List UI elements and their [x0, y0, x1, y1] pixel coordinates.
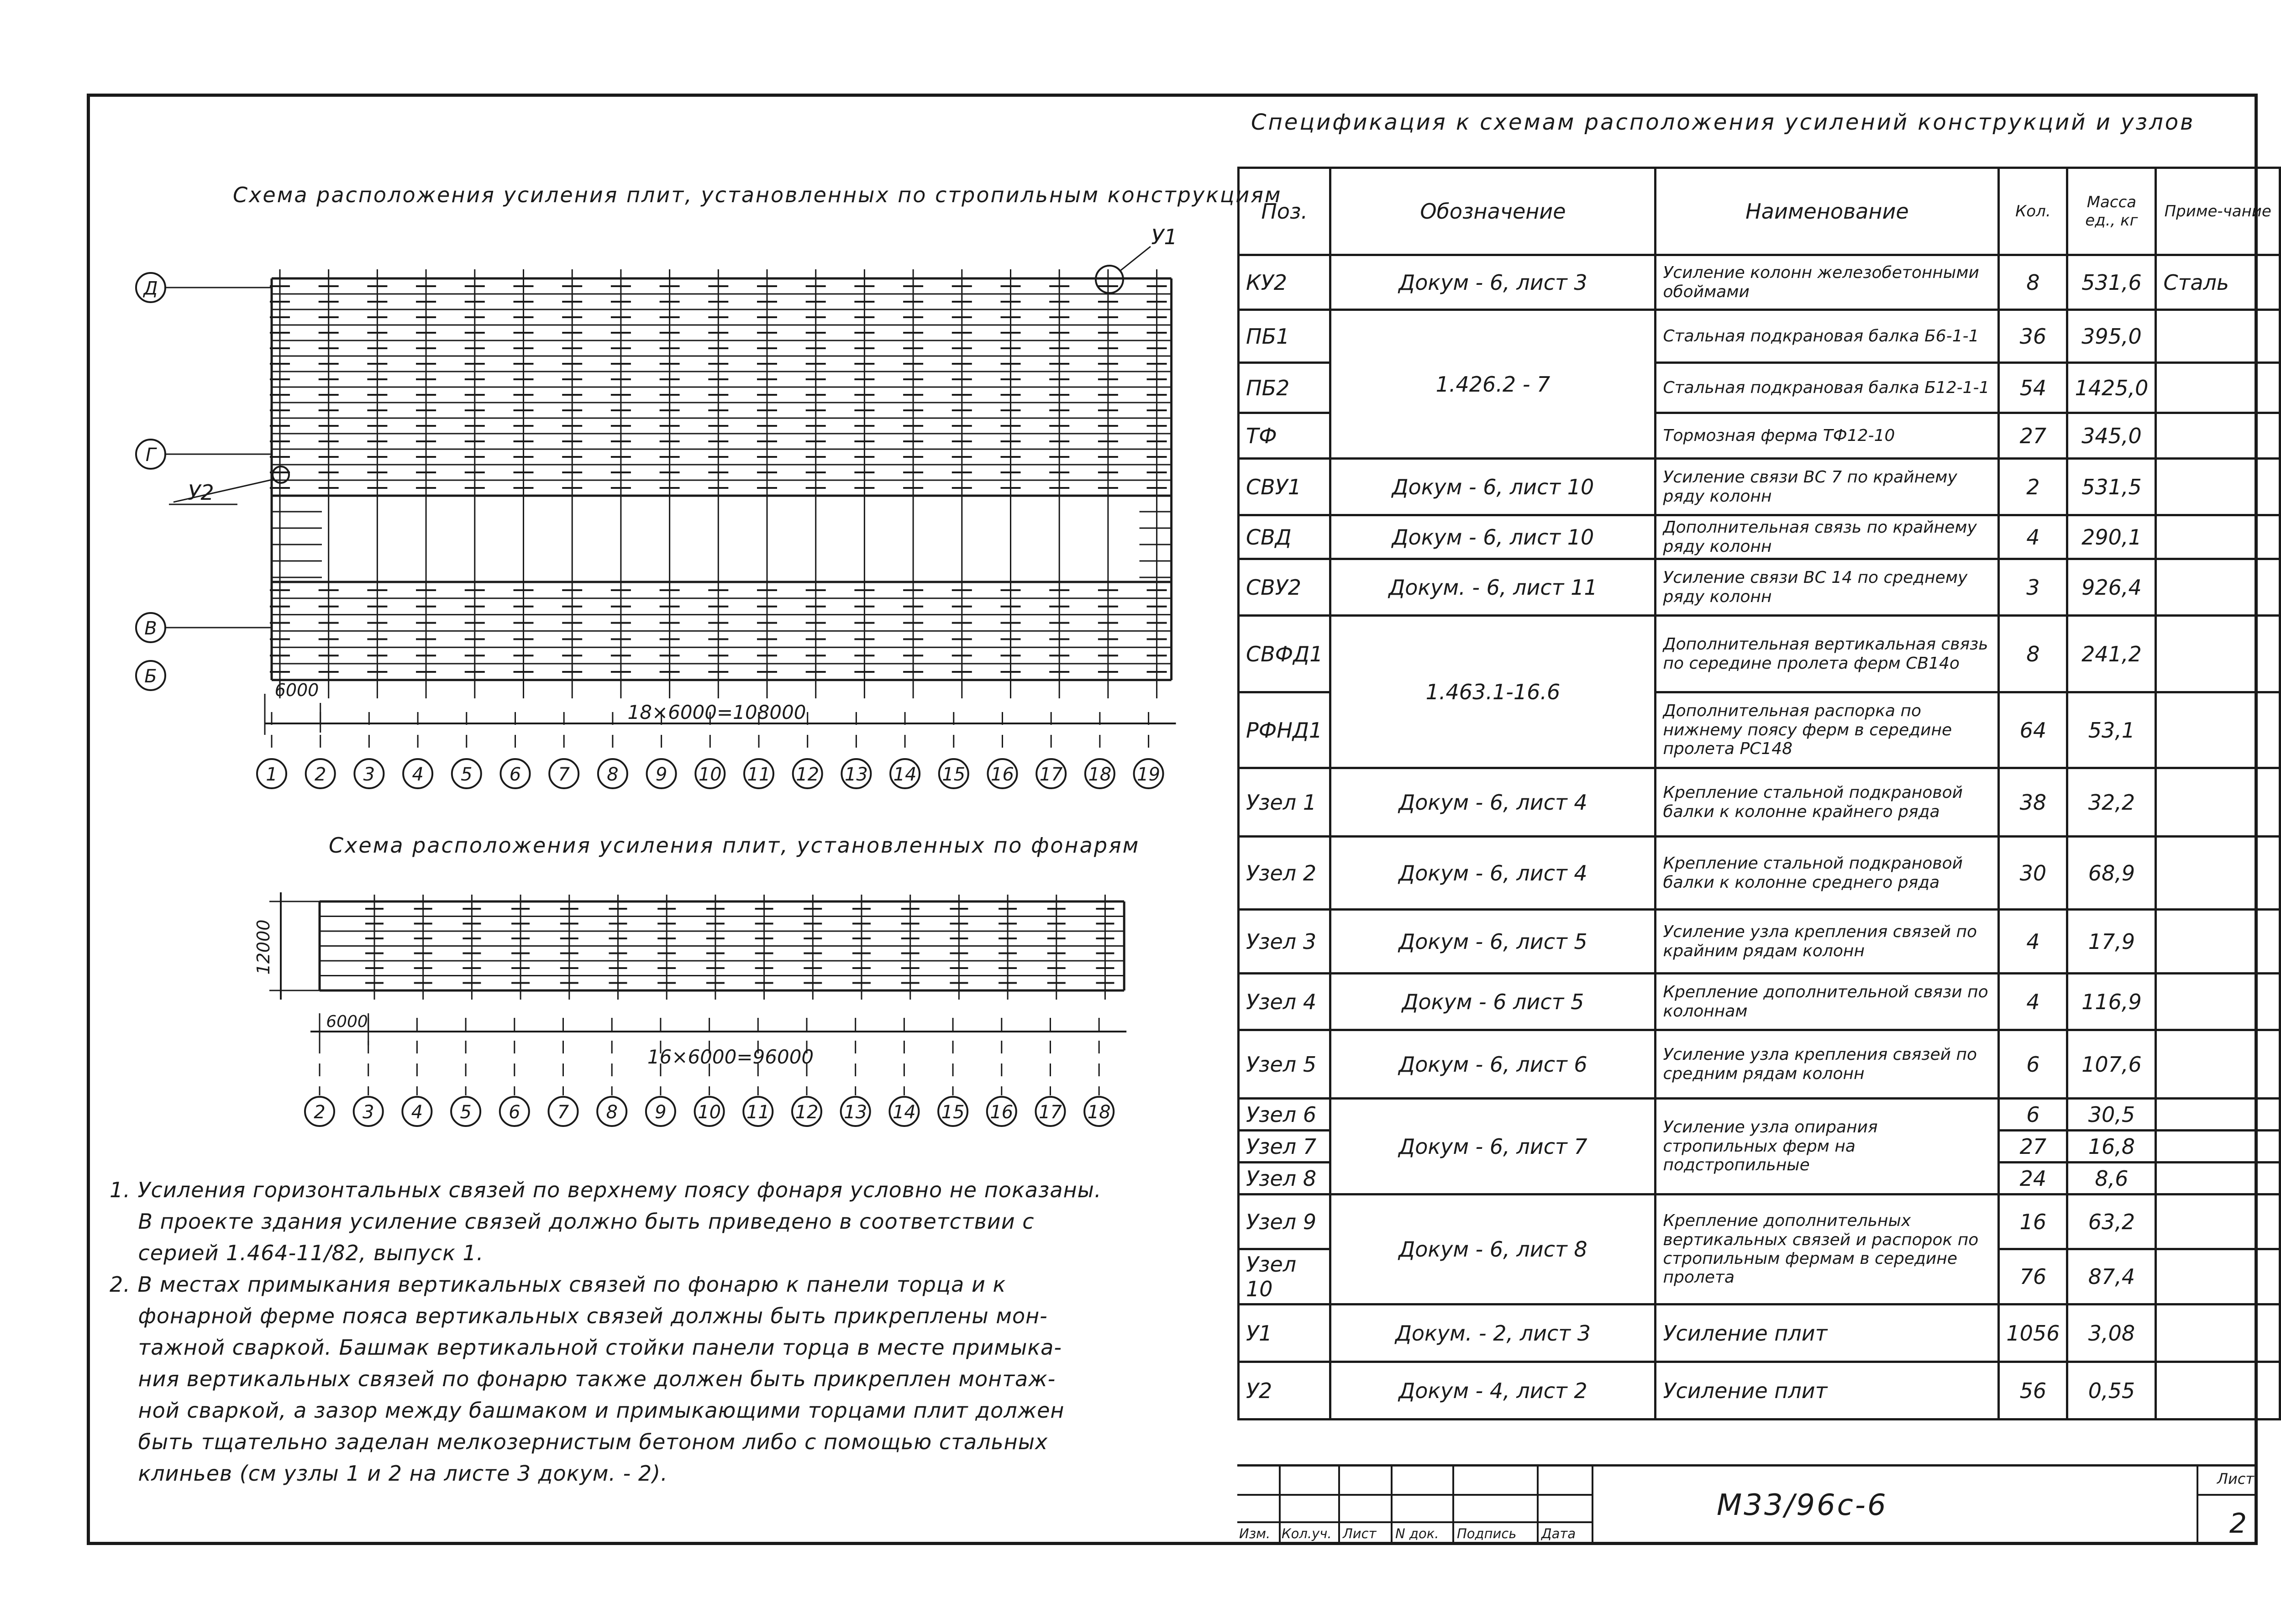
spec-qty: 38	[1999, 768, 2067, 837]
spec-note	[2156, 1362, 2280, 1420]
axis-label: 9	[655, 1102, 667, 1123]
spec-designation: Докум - 4, лист 2	[1330, 1362, 1656, 1420]
axis-label: 6	[509, 764, 521, 785]
stamp-list: Лист	[1343, 1526, 1377, 1541]
callout-u1: У1	[1151, 225, 1177, 249]
axis-label: 17	[1039, 764, 1063, 785]
spec-row	[1239, 910, 2280, 974]
note-line: 2. В местах примыкания вертикальных связей по фонарю к панели торца и к	[110, 1272, 1006, 1297]
spec-pos: ПБ1	[1239, 310, 1330, 363]
spec-name: Крепление стальной подкрановой балки к колонне крайнего ряда	[1656, 768, 1999, 837]
stamp-izm: Изм.	[1239, 1526, 1271, 1541]
spec-note	[2156, 1194, 2280, 1249]
spec-note	[2156, 310, 2280, 363]
spec-qty: 8	[1999, 255, 2067, 310]
spec-pos: КУ2	[1239, 255, 1330, 310]
axis-label: 8	[607, 764, 619, 785]
spec-name: Стальная подкрановая балка Б12-1-1	[1656, 363, 1999, 413]
axis-label: 6	[509, 1102, 520, 1123]
spec-pos: Узел 9	[1239, 1194, 1330, 1249]
spec-designation: Докум - 6, лист 3	[1330, 255, 1656, 310]
spec-qty: 54	[1999, 363, 2067, 413]
spec-note	[2156, 1163, 2280, 1194]
title-block	[1237, 1464, 2258, 1545]
spec-designation: Докум. - 2, лист 3	[1330, 1304, 1656, 1362]
axis-label: 14	[893, 764, 917, 785]
stamp-signature: Подпись	[1457, 1526, 1517, 1541]
spec-qty: 6	[1999, 1030, 2067, 1099]
axis-label: 16	[991, 764, 1014, 785]
roof-slab-plan-1	[0, 0, 1233, 812]
spec-note	[2156, 692, 2280, 768]
spec-qty: 4	[1999, 974, 2067, 1030]
axis-label: 17	[1039, 1102, 1062, 1123]
spec-pos: СВУ2	[1239, 559, 1330, 616]
spec-pos: Узел 8	[1239, 1163, 1330, 1194]
axis-label: 2	[314, 764, 326, 785]
spec-mass: 116,9	[2067, 974, 2156, 1030]
spec-pos: Узел 3	[1239, 910, 1330, 974]
spec-pos: Узел 7	[1239, 1131, 1330, 1163]
axis-label: 10	[698, 1102, 721, 1123]
spec-qty: 4	[1999, 515, 2067, 559]
spec-pos: СВД	[1239, 515, 1330, 559]
spec-qty: 8	[1999, 616, 2067, 692]
note-line: 1. Усиления горизонтальных связей по верхнему поясу фонаря условно не показаны.	[110, 1178, 1102, 1202]
spec-qty: 30	[1999, 837, 2067, 910]
spec-note	[2156, 1131, 2280, 1163]
spec-mass: 53,1	[2067, 692, 2156, 768]
row-label: Д	[143, 278, 158, 299]
spec-designation: Докум - 6, лист 6	[1330, 1030, 1656, 1099]
spec-note	[2156, 1249, 2280, 1304]
axis-label: 12	[795, 1102, 819, 1123]
spec-name: Усиление плит	[1656, 1362, 1999, 1420]
spec-name: Крепление стальной подкрановой балки к колонне среднего ряда	[1656, 837, 1999, 910]
spec-note	[2156, 910, 2280, 974]
spec-mass: 32,2	[2067, 768, 2156, 837]
height-dimension: 12000	[253, 919, 273, 975]
col-header-note: Приме-чание	[2156, 168, 2280, 255]
spec-note: Сталь	[2156, 255, 2280, 310]
spec-mass: 1425,0	[2067, 363, 2156, 413]
axis-label: 7	[558, 764, 570, 785]
note-line: В проекте здания усиление связей должно быть приведено в соответствии с	[110, 1209, 1035, 1234]
spec-pos: Узел 6	[1239, 1099, 1330, 1131]
document-code: М33/96с-6	[1717, 1488, 1888, 1522]
spec-pos: РФНД1	[1239, 692, 1330, 768]
spec-mass: 395,0	[2067, 310, 2156, 363]
col-header-mass: Масса ед., кг	[2067, 168, 2156, 255]
spec-note	[2156, 1304, 2280, 1362]
col-header-pos: Поз.	[1239, 168, 1330, 255]
spec-name: Дополнительная распорка по нижнему поясу ферм в середине пролета РС148	[1656, 692, 1999, 768]
spec-mass: 68,9	[2067, 837, 2156, 910]
spec-mass: 531,6	[2067, 255, 2156, 310]
axis-label: 11	[747, 764, 771, 785]
spec-qty: 6	[1999, 1099, 2067, 1131]
spec-mass: 8,6	[2067, 1163, 2156, 1194]
spec-designation: 1.426.2 - 7	[1330, 310, 1656, 459]
spec-qty: 16	[1999, 1194, 2067, 1249]
spec-mass: 241,2	[2067, 616, 2156, 692]
note-line: ной сваркой, а зазор между башмаком и примыкающими торцами плит должен	[110, 1398, 1065, 1423]
spec-qty: 1056	[1999, 1304, 2067, 1362]
spec-note	[2156, 768, 2280, 837]
spec-qty: 2	[1999, 459, 2067, 515]
spec-designation: 1.463.1-16.6	[1330, 616, 1656, 768]
spec-note	[2156, 974, 2280, 1030]
spec-designation: Докум - 6, лист 4	[1330, 837, 1656, 910]
axis-label: 7	[557, 1102, 569, 1123]
callout-u1-leader	[1121, 246, 1151, 270]
spec-mass: 16,8	[2067, 1131, 2156, 1163]
spec-mass: 107,6	[2067, 1030, 2156, 1099]
spec-name: Дополнительная вертикальная связь по середине пролета ферм СВ14о	[1656, 616, 1999, 692]
spec-mass: 926,4	[2067, 559, 2156, 616]
spec-mass: 63,2	[2067, 1194, 2156, 1249]
spec-pos: Узел 1	[1239, 768, 1330, 837]
overall-dimension: 18×6000=108000	[627, 701, 806, 723]
spec-note	[2156, 363, 2280, 413]
bay-dimension: 6000	[326, 1012, 368, 1031]
spec-pos: У1	[1239, 1304, 1330, 1362]
spec-note	[2156, 459, 2280, 515]
axis-label: 13	[844, 764, 868, 785]
callout-u2: У2	[188, 480, 214, 505]
axis-label: 8	[606, 1102, 618, 1123]
spec-designation: Докум - 6, лист 4	[1330, 768, 1656, 837]
spec-row	[1239, 1099, 2280, 1131]
axis-label: 4	[412, 764, 424, 785]
spec-row	[1239, 559, 2280, 616]
note-line: тажной сваркой. Башмак вертикальной стойки панели торца в месте примыка-	[110, 1335, 1062, 1360]
note-line: ния вертикальных связей по фонарю также должен быть прикреплен монтаж-	[110, 1367, 1056, 1391]
spec-qty: 27	[1999, 413, 2067, 459]
axis-label: 5	[461, 764, 473, 785]
spec-mass: 17,9	[2067, 910, 2156, 974]
spec-mass: 531,5	[2067, 459, 2156, 515]
spec-name: Усиление узла крепления связей по крайним рядам колонн	[1656, 910, 1999, 974]
axis-label: 18	[1087, 1102, 1111, 1123]
spec-title: Спецификация к схемам расположения усилений конструкций и узлов	[1251, 110, 2195, 135]
spec-name: Стальная подкрановая балка Б6-1-1	[1656, 310, 1999, 363]
spec-mass: 3,08	[2067, 1304, 2156, 1362]
spec-pos: Узел 5	[1239, 1030, 1330, 1099]
stamp-kol: Кол.уч.	[1282, 1526, 1332, 1541]
drawing2-title: Схема расположения усиления плит, установленных по фонарям	[329, 833, 1140, 858]
stamp-ndok: N док.	[1395, 1526, 1439, 1541]
spec-pos: Узел 4	[1239, 974, 1330, 1030]
axis-label: 5	[460, 1102, 472, 1123]
drawing1-title: Схема расположения усиления плит, установленных по стропильным конструкциям	[233, 183, 1282, 207]
spec-row	[1239, 1030, 2280, 1099]
row-label: Б	[144, 666, 157, 687]
note-line: клиньев (см узлы 1 и 2 на листе 3 докум. - 2).	[110, 1461, 668, 1486]
spec-name: Дополнительная связь по крайнему ряду колонн	[1656, 515, 1999, 559]
axis-label: 12	[796, 764, 820, 785]
spec-designation: Докум - 6, лист 8	[1330, 1194, 1656, 1304]
spec-designation: Докум - 6, лист 7	[1330, 1099, 1656, 1194]
axis-label: 4	[411, 1102, 423, 1123]
spec-row	[1239, 459, 2280, 515]
spec-pos: У2	[1239, 1362, 1330, 1420]
row-label: Г	[145, 445, 156, 466]
axis-label: 11	[746, 1102, 770, 1123]
sheet-number-box	[2197, 1467, 2258, 1545]
spec-qty: 27	[1999, 1131, 2067, 1163]
axis-label: 15	[941, 1102, 965, 1123]
spec-note	[2156, 837, 2280, 910]
spec-pos: СВФД1	[1239, 616, 1330, 692]
axis-label: 15	[942, 764, 966, 785]
spec-qty: 3	[1999, 559, 2067, 616]
spec-row	[1239, 255, 2280, 310]
spec-qty: 36	[1999, 310, 2067, 363]
spec-qty: 24	[1999, 1163, 2067, 1194]
spec-name: Усиление связи ВС 7 по крайнему ряду колонн	[1656, 459, 1999, 515]
spec-name: Крепление дополнительных вертикальных связей и распорок по стропильным фермам в середине пролета	[1656, 1194, 1999, 1304]
spec-qty: 4	[1999, 910, 2067, 974]
col-header-qty: Кол.	[1999, 168, 2067, 255]
spec-name: Усиление связи ВС 14 по среднему ряду колонн	[1656, 559, 1999, 616]
spec-name: Крепление дополнительной связи по колоннам	[1656, 974, 1999, 1030]
spec-note	[2156, 1030, 2280, 1099]
spec-designation: Докум - 6 лист 5	[1330, 974, 1656, 1030]
spec-mass: 290,1	[2067, 515, 2156, 559]
spec-mass: 30,5	[2067, 1099, 2156, 1131]
roof-slab-plan-2	[0, 844, 1233, 1141]
spec-note	[2156, 616, 2280, 692]
spec-row	[1239, 515, 2280, 559]
spec-pos: ПБ2	[1239, 363, 1330, 413]
spec-mass: 0,55	[2067, 1362, 2156, 1420]
col-header-designation: Обозначение	[1330, 168, 1656, 255]
spec-name: Усиление колонн железобетонными обоймами	[1656, 255, 1999, 310]
axis-label: 13	[844, 1102, 867, 1123]
row-label: В	[144, 618, 157, 639]
col-header-name: Наименование	[1656, 168, 1999, 255]
spec-row	[1239, 1362, 2280, 1420]
spec-pos: Узел 10	[1239, 1249, 1330, 1304]
spec-pos: СВУ1	[1239, 459, 1330, 515]
spec-note	[2156, 1099, 2280, 1131]
spec-note	[2156, 559, 2280, 616]
spec-row	[1239, 768, 2280, 837]
axis-label: 14	[892, 1102, 916, 1123]
axis-label: 18	[1088, 764, 1112, 785]
axis-label: 3	[362, 1102, 374, 1123]
spec-note	[2156, 515, 2280, 559]
overall-dimension: 16×6000=96000	[647, 1046, 814, 1068]
spec-pos: Узел 2	[1239, 837, 1330, 910]
axis-label: 16	[990, 1102, 1014, 1123]
spec-qty: 56	[1999, 1362, 2067, 1420]
spec-row	[1239, 1194, 2280, 1249]
spec-row	[1239, 310, 2280, 363]
spec-name: Тормозная ферма ТФ12-10	[1656, 413, 1999, 459]
stamp-date: Дата	[1541, 1526, 1576, 1541]
spec-name: Усиление узла крепления связей по средним рядам колонн	[1656, 1030, 1999, 1099]
note-line: фонарной ферме пояса вертикальных связей должны быть прикреплены мон-	[110, 1304, 1048, 1328]
axis-label: 10	[698, 764, 722, 785]
axis-label: 1	[266, 764, 278, 785]
spec-name: Усиление узла опирания стропильных ферм на подстропильные	[1656, 1099, 1999, 1194]
spec-qty: 64	[1999, 692, 2067, 768]
note-line: быть тщательно заделан мелкозернистым бетоном либо с помощью стальных	[110, 1430, 1048, 1454]
sheet-number: 2	[2229, 1508, 2247, 1540]
axis-label: 19	[1137, 764, 1161, 785]
specification-table	[1237, 167, 2281, 1420]
axis-label: 9	[655, 764, 667, 785]
axis-label: 2	[314, 1102, 326, 1123]
spec-qty: 76	[1999, 1249, 2067, 1304]
spec-designation: Докум - 6, лист 10	[1330, 459, 1656, 515]
spec-row	[1239, 974, 2280, 1030]
spec-row	[1239, 616, 2280, 692]
spec-pos: ТФ	[1239, 413, 1330, 459]
spec-note	[2156, 413, 2280, 459]
sheet-label: Лист	[2217, 1470, 2254, 1488]
note-line: серией 1.464-11/82, выпуск 1.	[110, 1241, 484, 1265]
spec-row	[1239, 1304, 2280, 1362]
spec-designation: Докум - 6, лист 5	[1330, 910, 1656, 974]
spec-name: Усиление плит	[1656, 1304, 1999, 1362]
bay-dimension: 6000	[274, 680, 319, 700]
spec-row	[1239, 837, 2280, 910]
spec-designation: Докум - 6, лист 10	[1330, 515, 1656, 559]
spec-mass: 87,4	[2067, 1249, 2156, 1304]
axis-label: 3	[363, 764, 375, 785]
spec-mass: 345,0	[2067, 413, 2156, 459]
spec-designation: Докум. - 6, лист 11	[1330, 559, 1656, 616]
